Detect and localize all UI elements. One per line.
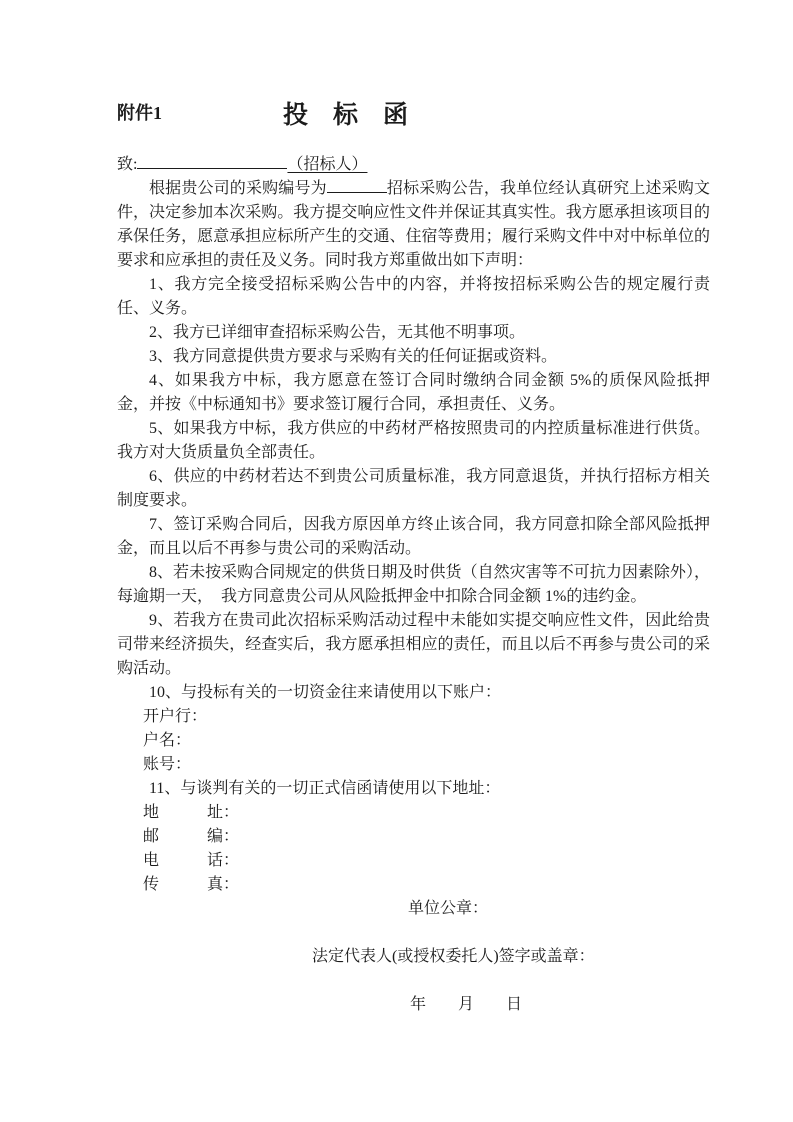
clause-1: 1、我方完全接受招标采购公告中的内容，并将按招标采购公告的规定履行责任、义务。 [117, 276, 710, 317]
intro-text-after-blank: 招标采购公告，我单位经认真研究上述采购文件，决定参加本次采购。我方提交响应性文件并保证其真实性。我方愿承担该项目的承保任务，愿意承担应标所产生的交通、住宿等费用；履行采购文件中对中标单位的要求和应承担的责任及义务。同时我方郑重做出如下声明： [117, 180, 710, 269]
intro-paragraph [117, 177, 710, 273]
clause-3: 3、我方同意提供贵方要求与采购有关的任何证据或资料。 [149, 348, 558, 365]
postcode-field-label: 邮 编： [143, 828, 240, 845]
company-seal-label: 单位公章： [408, 900, 489, 917]
clause-2: 2、我方已详细审查招标采购公告，无其他不明事项。 [149, 324, 526, 341]
clause-6: 6、供应的中药材若达不到贵公司质量标准，我方同意退货，并执行招标方相关制度要求。 [117, 468, 710, 509]
account-section-heading: 10、与投标有关的一切资金往来请使用以下账户： [149, 684, 502, 701]
document-title: 投 标 函 [283, 102, 409, 129]
account-number-field-label: 账号： [143, 756, 192, 773]
procurement-number-blank-field[interactable] [327, 177, 387, 193]
address-section-heading: 11、与谈判有关的一切正式信函请使用以下地址： [149, 780, 501, 797]
intro-text-before-blank: 根据贵公司的采购编号为 [149, 180, 327, 197]
attachment-label: 附件1 [117, 103, 162, 123]
date-line: 年 月 日 [410, 996, 523, 1013]
recipient-hint: （招标人） [287, 156, 368, 173]
recipient-blank-field[interactable] [137, 153, 287, 169]
salutation-line [117, 153, 710, 177]
clause-7: 7、签订采购合同后，因我方原因单方终止该合同，我方同意扣除全部风险抵押金，而且以后不再参与贵公司的采购活动。 [117, 516, 710, 557]
document-body [117, 153, 710, 1017]
salutation-prefix: 致: [117, 156, 138, 173]
clause-8: 8、若未按采购合同规定的供货日期及时供货（自然灾害等不可抗力因素除外），每逾期一天， 我方同意贵公司从风险抵押金中扣除合同金额 1%的违约金。 [117, 564, 710, 605]
account-name-field-label: 户名： [143, 732, 192, 749]
clause-9: 9、若我方在贵司此次招标采购活动过程中未能如实提交响应性文件，因此给贵司带来经济损失，经查实后，我方愿承担相应的责任，而且以后不再参与贵公司的采购活动。 [117, 612, 710, 677]
address-field-label: 地 址： [143, 804, 240, 821]
clause-4: 4、如果我方中标，我方愿意在签订合同时缴纳合同金额 5%的质保风险抵押金，并按《中标通知书》要求签订履行合同，承担责任、义务。 [117, 372, 710, 413]
legal-representative-signature-label: 法定代表人(或授权委托人)签字或盖章： [312, 948, 595, 965]
fax-field-label: 传 真： [143, 876, 240, 893]
bank-name-field-label: 开户行： [143, 708, 208, 725]
clause-5: 5、如果我方中标，我方供应的中药材严格按照贵司的内控质量标准进行供货。我方对大货质量负全部责任。 [117, 420, 710, 461]
phone-field-label: 电 话： [143, 852, 240, 869]
title-row [117, 95, 710, 129]
